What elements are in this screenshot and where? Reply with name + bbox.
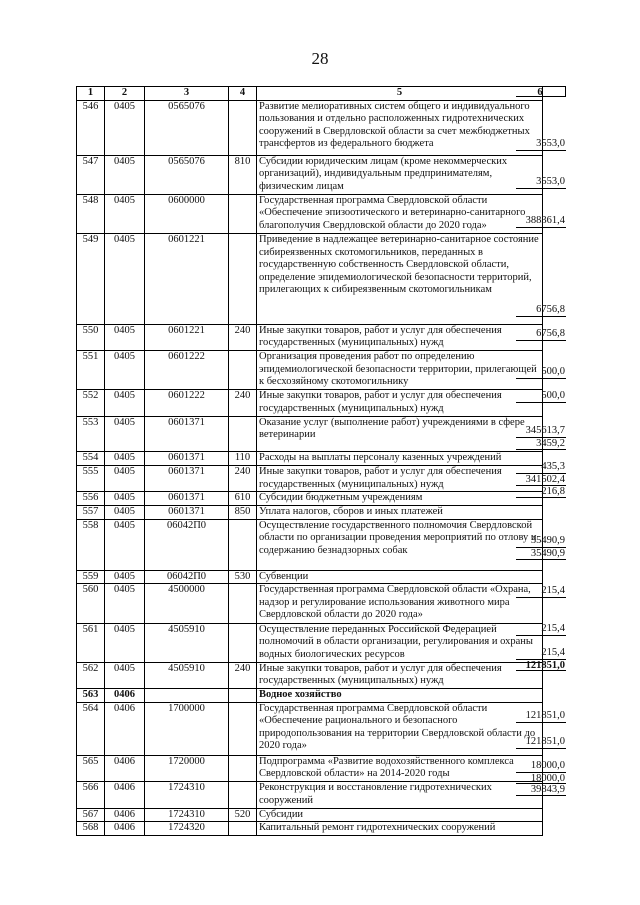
section-code: 0405	[105, 623, 145, 662]
header-cell: 4	[229, 87, 257, 101]
item-description: Расходы на выплаты персоналу казенных учреждений	[257, 452, 543, 466]
section-code: 0406	[105, 702, 145, 755]
amount-cell: 345613,7	[516, 403, 566, 438]
expense-type-code	[229, 689, 257, 703]
expense-type-code	[229, 100, 257, 155]
expense-type-code: 850	[229, 506, 257, 520]
row-number: 553	[77, 416, 105, 452]
expense-type-code	[229, 702, 257, 755]
item-description: Субсидии	[257, 808, 543, 822]
expense-type-code	[229, 584, 257, 623]
item-description: Субсидии юридическим лицам (кроме некоммерческих организаций), индивидуальным предпринимателям, физическим лицам	[257, 155, 543, 194]
section-code: 0405	[105, 584, 145, 623]
table-row	[77, 519, 543, 570]
target-code: 0601371	[145, 452, 229, 466]
table-row	[77, 570, 543, 584]
target-code: 06042П0	[145, 570, 229, 584]
section-code: 0406	[105, 822, 145, 836]
target-code: 0600000	[145, 194, 229, 234]
expense-type-code: 110	[229, 452, 257, 466]
row-number: 563	[77, 689, 105, 703]
expense-type-code	[229, 351, 257, 390]
row-number: 550	[77, 324, 105, 350]
table-row	[77, 324, 543, 350]
expense-type-code	[229, 234, 257, 324]
item-description: Иные закупки товаров, работ и услуг для обеспечения государственных (муниципальных) нужд	[257, 662, 543, 688]
table-row	[77, 100, 543, 155]
item-description: Приведение в надлежащее ветеринарно-санитарное состояние сибиреязвенных скотомогильников, переданных в государственную собственность Свердловской области, определение эпидемиологической безопасности территорий, прилегающих к сибиреязвенным скотомогильникам	[257, 234, 543, 324]
table-row	[77, 662, 543, 688]
section-code: 0405	[105, 452, 145, 466]
item-description: Водное хозяйство	[257, 689, 543, 703]
row-number: 555	[77, 466, 105, 492]
expense-type-code	[229, 194, 257, 234]
item-description: Иные закупки товаров, работ и услуг для обеспечения государственных (муниципальных) нужд	[257, 466, 543, 492]
expense-type-code: 240	[229, 466, 257, 492]
item-description: Государственная программа Свердловской области «Обеспечение эпизоотического и ветеринарно-санитарного благополучия Свердловской области до 2020 года»	[257, 194, 543, 234]
target-code: 0601222	[145, 390, 229, 416]
budget-table	[76, 86, 543, 836]
section-code: 0406	[105, 755, 145, 781]
amount-cell: 500,0	[516, 379, 566, 403]
amount-cell: 215,4	[516, 560, 566, 598]
table-row	[77, 155, 543, 194]
row-number: 566	[77, 782, 105, 808]
row-number: 560	[77, 584, 105, 623]
item-description: Субсидии бюджетным учреждениям	[257, 492, 543, 506]
target-code: 4505910	[145, 662, 229, 688]
expense-type-code: 240	[229, 662, 257, 688]
item-description: Капитальный ремонт гидротехнических сооружений	[257, 822, 543, 836]
amount-cell: 3553,0	[516, 97, 566, 151]
item-description: Развитие мелиоративных систем общего и индивидуального пользования и отдельно расположенных гидротехнических сооружений в Свердловской области за счет межбюджетных трансфертов из федерального бюджета	[257, 100, 543, 155]
section-code: 0405	[105, 155, 145, 194]
row-number: 559	[77, 570, 105, 584]
target-code: 06042П0	[145, 519, 229, 570]
target-code: 0601371	[145, 492, 229, 506]
section-code: 0405	[105, 234, 145, 324]
section-code: 0405	[105, 570, 145, 584]
table-row	[77, 194, 543, 234]
header-cell: 6	[516, 86, 566, 97]
header-cell: 5	[257, 87, 543, 101]
item-description: Иные закупки товаров, работ и услуг для обеспечения государственных (муниципальных) нужд	[257, 390, 543, 416]
section-code: 0406	[105, 782, 145, 808]
section-code: 0405	[105, 662, 145, 688]
item-description: Осуществление государственного полномочия Свердловской области по организации проведения мероприятий по отлову и содержанию безнадзорных собак	[257, 519, 543, 570]
amount-cell: 3459,2	[516, 438, 566, 450]
amount-cell: 341502,4	[516, 474, 566, 486]
section-code: 0405	[105, 351, 145, 390]
row-number: 548	[77, 194, 105, 234]
target-code: 1720000	[145, 755, 229, 781]
item-description: Реконструкция и восстановление гидротехнических сооружений	[257, 782, 543, 808]
amount-cell: 215,4	[516, 636, 566, 660]
target-code: 1724320	[145, 822, 229, 836]
table-row	[77, 390, 543, 416]
target-code: 0565076	[145, 100, 229, 155]
amount-cell: 35490,9	[516, 548, 566, 560]
table-row	[77, 584, 543, 623]
table-row	[77, 808, 543, 822]
row-number: 552	[77, 390, 105, 416]
header-cell: 2	[105, 87, 145, 101]
target-code: 4505910	[145, 623, 229, 662]
target-code: 1724310	[145, 808, 229, 822]
row-number: 567	[77, 808, 105, 822]
section-code: 0405	[105, 466, 145, 492]
amount-cell: 216,8	[516, 486, 566, 498]
item-description: Субвенции	[257, 570, 543, 584]
row-number: 568	[77, 822, 105, 836]
table-row	[77, 466, 543, 492]
row-number: 556	[77, 492, 105, 506]
item-description: Оказание услуг (выполнение работ) учреждениями в сфере ветеринарии	[257, 416, 543, 452]
item-description: Государственная программа Свердловской области «Охрана, надзор и регулирование использования животного мира Свердловской области до 2020 года»	[257, 584, 543, 623]
item-description: Организация проведения работ по определению эпидемиологической безопасности территории, прилегающей к бесхозяйному скотомогильнику	[257, 351, 543, 390]
expense-type-code: 530	[229, 570, 257, 584]
target-code: 0601221	[145, 324, 229, 350]
amount-cell: 121851,0	[516, 671, 566, 723]
amount-cell: 435,3	[516, 450, 566, 474]
expense-type-code	[229, 623, 257, 662]
amount-cell: 6756,8	[516, 317, 566, 341]
row-number: 546	[77, 100, 105, 155]
section-code: 0405	[105, 506, 145, 520]
target-code: 0601371	[145, 466, 229, 492]
row-number: 554	[77, 452, 105, 466]
section-code: 0405	[105, 390, 145, 416]
target-code: 0565076	[145, 155, 229, 194]
row-number: 564	[77, 702, 105, 755]
item-description: Иные закупки товаров, работ и услуг для обеспечения государственных (муниципальных) нужд	[257, 324, 543, 350]
expense-type-code	[229, 822, 257, 836]
target-code: 4500000	[145, 584, 229, 623]
table-row	[77, 689, 543, 703]
amount-cell: 215,4	[516, 598, 566, 636]
expense-type-code: 810	[229, 155, 257, 194]
row-number: 549	[77, 234, 105, 324]
expense-type-code: 610	[229, 492, 257, 506]
row-number: 565	[77, 755, 105, 781]
expense-type-code: 240	[229, 324, 257, 350]
amount-cell: 3553,0	[516, 151, 566, 189]
amount-cell: 121851,0	[516, 723, 566, 749]
table-header-row	[77, 87, 543, 101]
item-description: Осуществление переданных Российской Федерацией полномочий в области организации, регулирования и охраны водных биологических ресурсов	[257, 623, 543, 662]
table-row	[77, 492, 543, 506]
table-row	[77, 351, 543, 390]
table-row	[77, 755, 543, 781]
section-code: 0405	[105, 492, 145, 506]
amount-cell: 18000,0	[516, 749, 566, 773]
section-code: 0405	[105, 100, 145, 155]
table-row	[77, 416, 543, 452]
amount-cell: 35490,9	[516, 498, 566, 548]
table-row	[77, 506, 543, 520]
header-cell: 3	[145, 87, 229, 101]
amount-cell: 388361,4	[516, 189, 566, 228]
table-row	[77, 782, 543, 808]
target-code: 0601221	[145, 234, 229, 324]
row-number: 551	[77, 351, 105, 390]
target-code	[145, 689, 229, 703]
row-number: 557	[77, 506, 105, 520]
expense-type-code	[229, 416, 257, 452]
expense-type-code: 520	[229, 808, 257, 822]
section-code: 0405	[105, 519, 145, 570]
target-code: 0601371	[145, 416, 229, 452]
item-description: Уплата налогов, сборов и иных платежей	[257, 506, 543, 520]
target-code: 1724310	[145, 782, 229, 808]
section-code: 0406	[105, 808, 145, 822]
table-row	[77, 822, 543, 836]
row-number: 562	[77, 662, 105, 688]
amount-cell: 39843,9	[516, 784, 566, 796]
amount-cell: 121851,0	[516, 660, 566, 671]
row-number: 561	[77, 623, 105, 662]
table-row	[77, 702, 543, 755]
target-code: 0601222	[145, 351, 229, 390]
page-number: 28	[311, 49, 329, 68]
amount-cell: 6756,8	[516, 228, 566, 317]
section-code: 0406	[105, 689, 145, 703]
expense-type-code: 240	[229, 390, 257, 416]
amount-cell: 18000,0	[516, 773, 566, 784]
row-number: 558	[77, 519, 105, 570]
expense-type-code	[229, 519, 257, 570]
header-cell: 1	[77, 87, 105, 101]
expense-type-code	[229, 755, 257, 781]
amount-cell: 500,0	[516, 341, 566, 379]
section-code: 0405	[105, 416, 145, 452]
target-code: 0601371	[145, 506, 229, 520]
expense-type-code	[229, 782, 257, 808]
section-code: 0405	[105, 324, 145, 350]
table-row	[77, 234, 543, 324]
item-description: Подпрограмма «Развитие водохозяйственного комплекса Свердловской области» на 2014-2020 годы	[257, 755, 543, 781]
amount-column	[516, 86, 566, 836]
table-row	[77, 452, 543, 466]
table-row	[77, 623, 543, 662]
item-description: Государственная программа Свердловской области «Обеспечение рационального и безопасного природопользования на территории Свердловской области до 2020 года»	[257, 702, 543, 755]
target-code: 1700000	[145, 702, 229, 755]
section-code: 0405	[105, 194, 145, 234]
row-number: 547	[77, 155, 105, 194]
